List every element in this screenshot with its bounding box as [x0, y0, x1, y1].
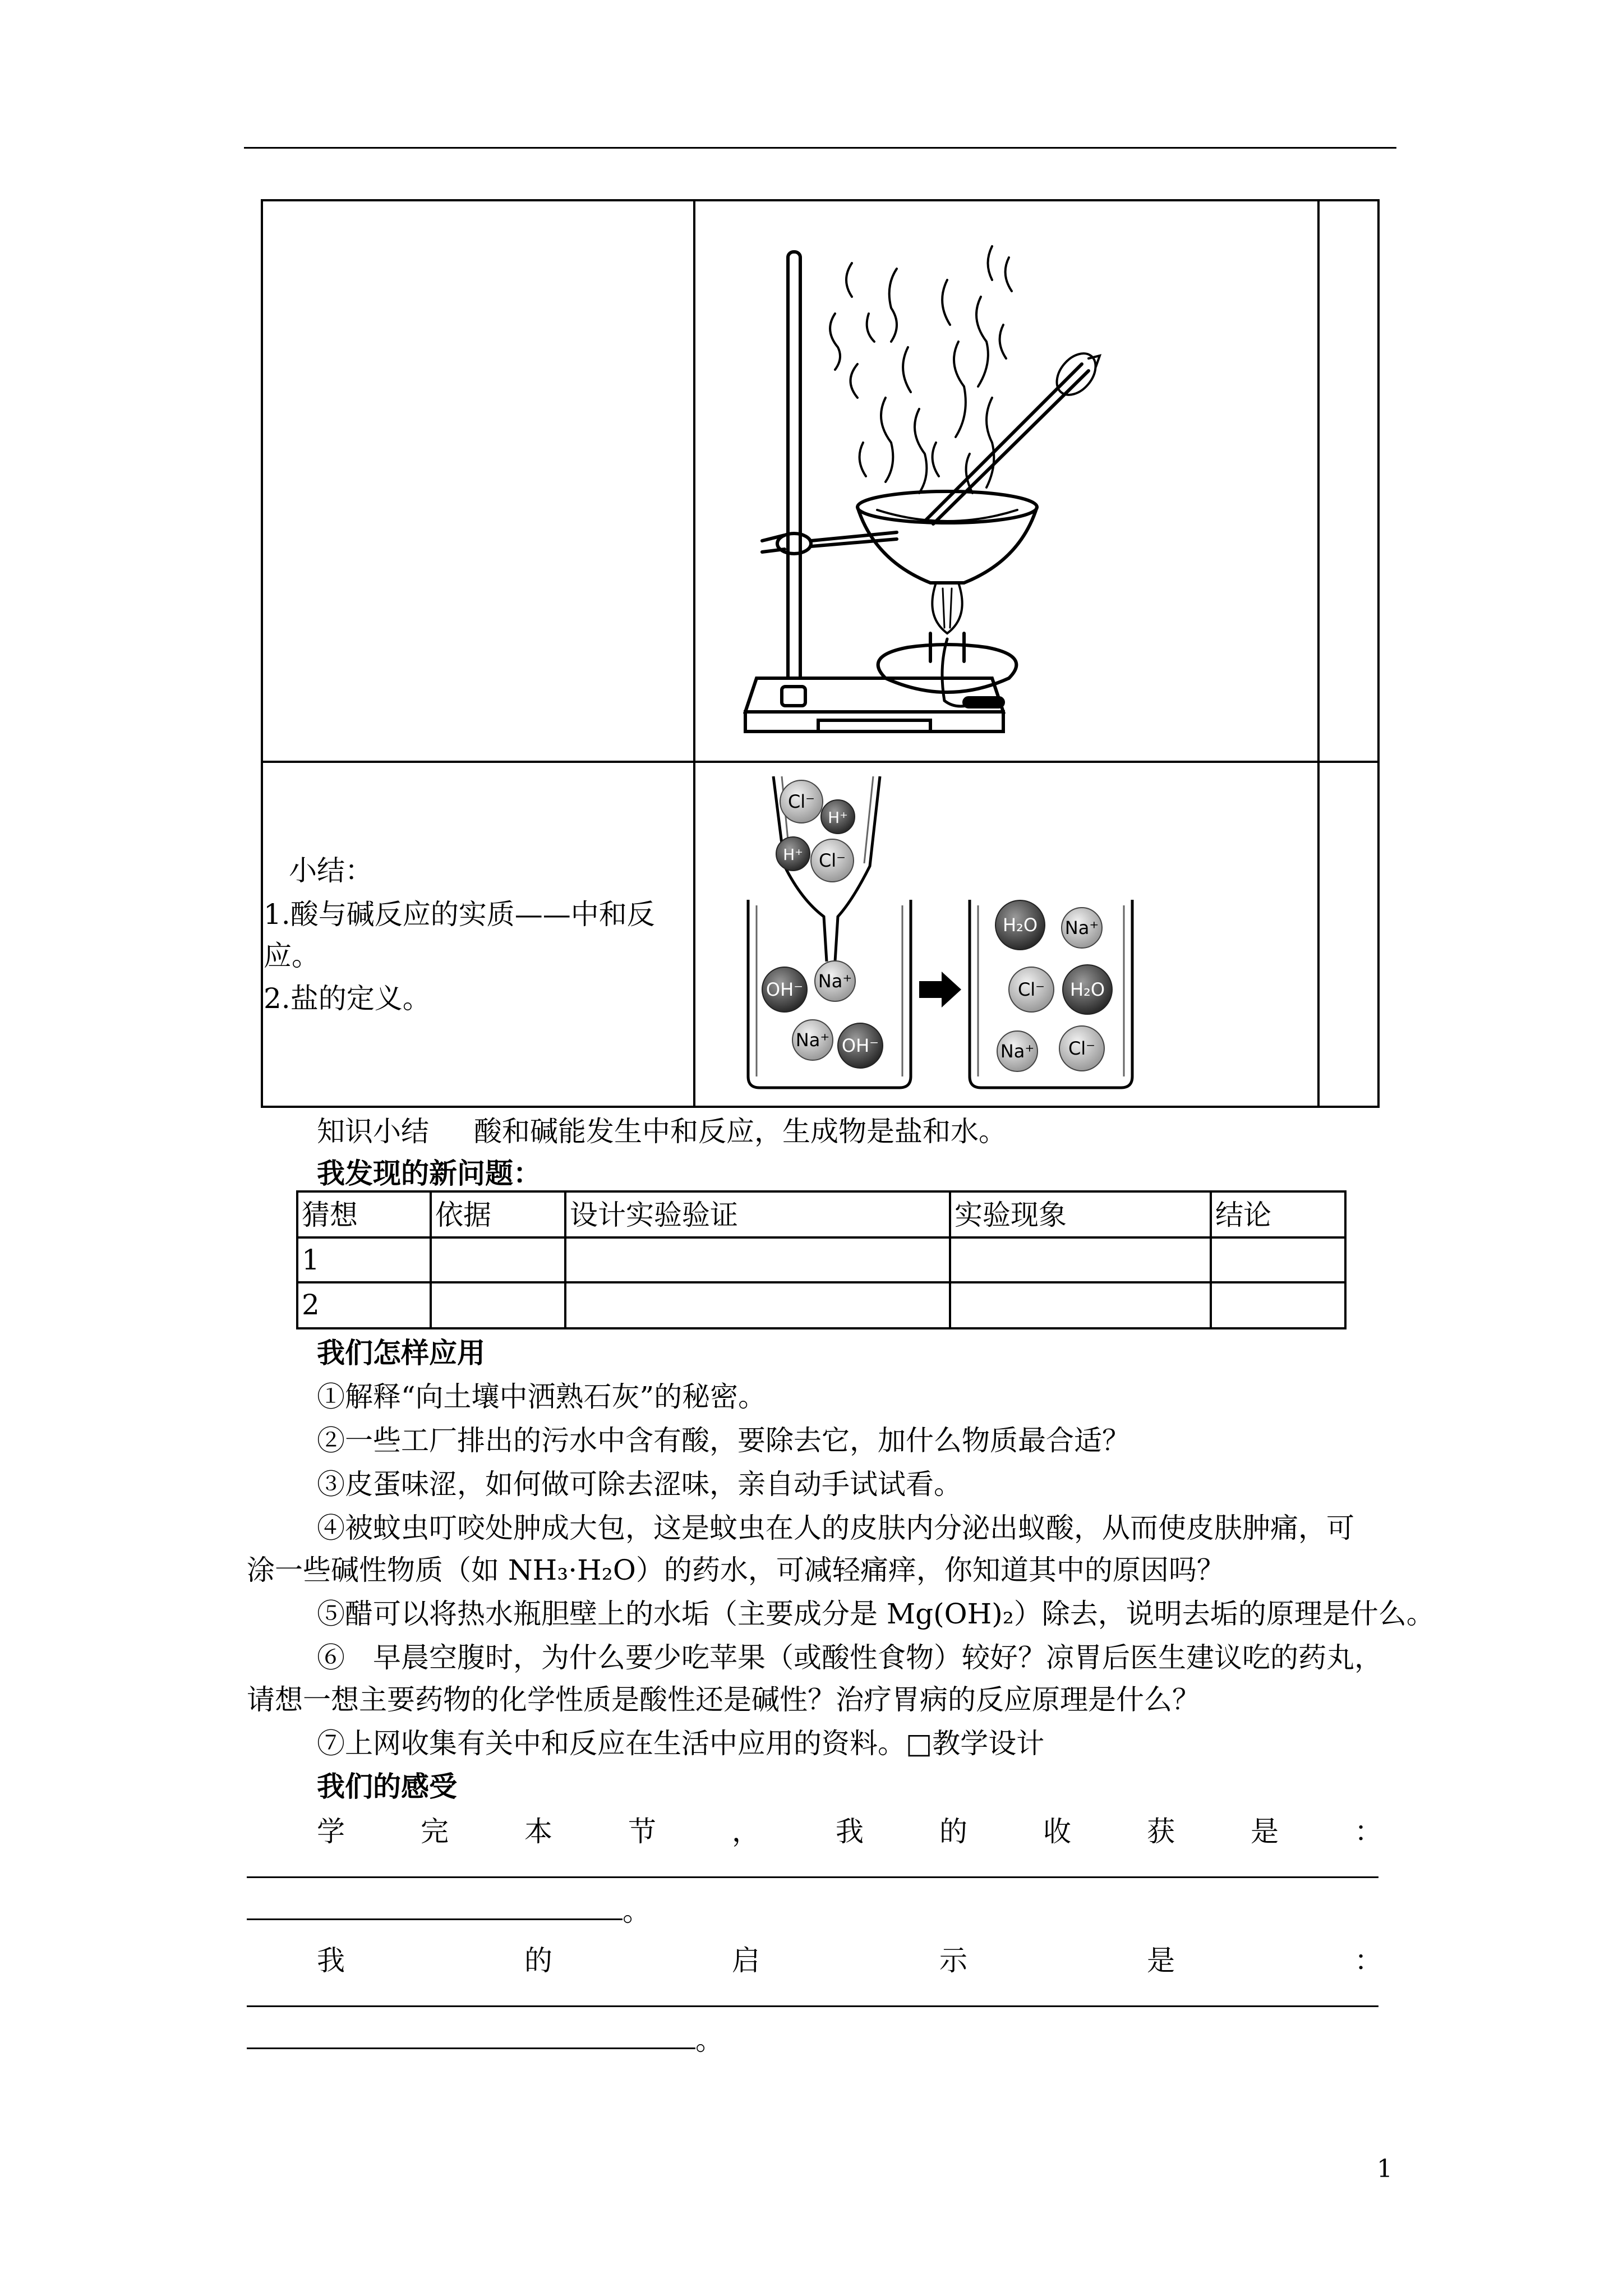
svg-text:Cl⁻: Cl⁻ — [1017, 979, 1045, 1000]
knowledge-label: 知识小结 — [317, 1115, 429, 1148]
svg-text:OH⁻: OH⁻ — [766, 979, 804, 1000]
column-header: 猜想 — [302, 1199, 358, 1231]
summary-heading: 小结： — [289, 854, 373, 887]
column-header: 结论 — [1215, 1199, 1271, 1231]
answer-line[interactable] — [247, 2005, 1378, 2007]
summary-item-1-line-2: 应。 — [264, 940, 320, 972]
insight-end: 。 — [695, 2024, 723, 2056]
summary-item-2: 2.盐的定义。 — [264, 982, 431, 1015]
answer-line[interactable] — [247, 2047, 695, 2049]
application-question-4-line-2: 涂一些碱性物质（如 NH₃·H₂O）的药水，可减轻痛痒，你知道其中的原因吗？ — [247, 1554, 1225, 1586]
header-rule — [244, 147, 1396, 149]
table-divider-1 — [693, 201, 695, 1106]
svg-text:H⁺: H⁺ — [828, 808, 848, 827]
application-question-1: ①解释“向土壤中洒熟石灰”的秘密。 — [317, 1381, 767, 1413]
application-heading: 我们怎样应用 — [317, 1336, 485, 1369]
neutralization-diagram — [723, 771, 1306, 1096]
svg-text:Cl⁻: Cl⁻ — [1068, 1038, 1096, 1059]
page-number: 1 — [1377, 2155, 1393, 2183]
application-question-3: ③皮蛋味涩，如何做可除去涩味，亲自动手试试看。 — [317, 1468, 962, 1501]
gain-prompt: 学 完 本 节 ， 我 的 收 获 是 ： — [317, 1815, 1382, 1848]
dropper-ions — [776, 780, 855, 882]
insight-prompt: 我 的 启 示 是 ： — [317, 1944, 1382, 1977]
svg-text:Cl⁻: Cl⁻ — [787, 791, 815, 812]
summary-item-1-line-1: 1.酸与碱反应的实质——中和反 — [264, 898, 655, 931]
arrow-icon — [919, 972, 961, 1007]
new-questions-heading: 我发现的新问题： — [317, 1157, 541, 1190]
svg-text:OH⁻: OH⁻ — [841, 1035, 879, 1056]
svg-text:H₂O: H₂O — [1069, 979, 1105, 1000]
application-question-6-line-2: 请想一想主要药物的化学性质是酸性还是碱性？治疗胃病的反应原理是什么？ — [247, 1683, 1200, 1716]
column-header: 实验现象 — [955, 1199, 1067, 1231]
gain-end: 。 — [623, 1895, 651, 1927]
application-question-5: ⑤醋可以将热水瓶胆壁上的水垢（主要成分是 Mg(OH)₂）除去，说明去垢的原理是什么。 — [317, 1598, 1435, 1630]
application-question-6-line-1: ⑥ 早晨空腹时，为什么要少吃苹果（或酸性食物）较好？凉胃后医生建议吃的药丸， — [317, 1641, 1382, 1674]
svg-text:H⁺: H⁺ — [783, 845, 803, 864]
svg-text:Na⁺: Na⁺ — [818, 970, 852, 992]
svg-text:Na⁺: Na⁺ — [1064, 917, 1099, 938]
lesson-table — [261, 199, 1380, 1108]
questions-table — [296, 1190, 1347, 1329]
product-particles — [995, 900, 1112, 1071]
application-question-2: ②一些工厂排出的污水中含有酸，要除去它，加什么物质最合适？ — [317, 1424, 1130, 1457]
svg-text:Na⁺: Na⁺ — [1000, 1041, 1035, 1062]
svg-text:H₂O: H₂O — [1002, 914, 1038, 936]
svg-text:Cl⁻: Cl⁻ — [818, 850, 846, 871]
application-question-7: ⑦上网收集有关中和反应在生活中应用的资料。□教学设计 — [317, 1727, 1045, 1760]
column-header: 设计实验验证 — [570, 1199, 738, 1231]
answer-line[interactable] — [247, 1876, 1378, 1878]
table-row-divider — [263, 761, 1377, 763]
table-row-number: 1 — [302, 1244, 320, 1276]
base-ions — [762, 961, 883, 1068]
knowledge-text: 酸和碱能发生中和反应，生成物是盐和水。 — [474, 1115, 1007, 1148]
column-header: 依据 — [435, 1199, 491, 1231]
application-question-4-line-1: ④被蚊虫叮咬处肿成大包，这是蚊虫在人的皮肤内分泌出蚁酸，从而使皮肤肿痛，可 — [317, 1512, 1354, 1544]
evaporation-apparatus-figure — [723, 229, 1329, 751]
answer-line[interactable] — [247, 1918, 623, 1920]
table-row-number: 2 — [302, 1289, 320, 1321]
feelings-heading: 我们的感受 — [317, 1770, 457, 1803]
svg-text:Na⁺: Na⁺ — [795, 1029, 830, 1051]
